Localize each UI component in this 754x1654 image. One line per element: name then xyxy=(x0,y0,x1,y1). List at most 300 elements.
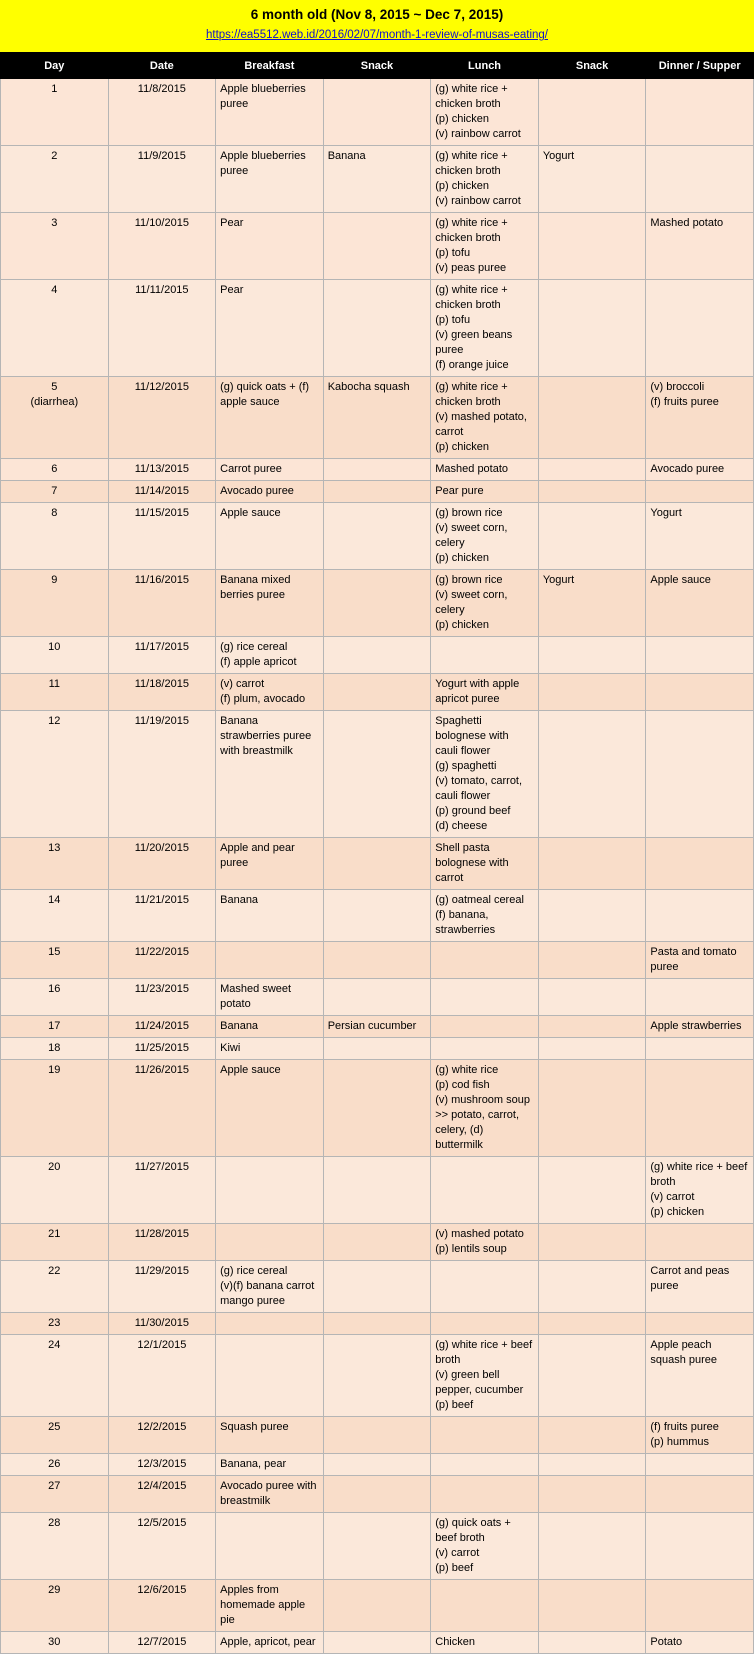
cell-day xyxy=(1,570,109,637)
meal-schedule-table xyxy=(0,53,754,1654)
cell-line: Apple strawberries xyxy=(650,1020,742,1032)
cell-line: (v) rainbow carrot xyxy=(435,195,521,207)
cell-breakfast xyxy=(216,1580,324,1632)
cell-date xyxy=(108,838,216,890)
cell-snack-morning xyxy=(323,1580,431,1632)
table-header-row xyxy=(1,54,754,79)
cell-day xyxy=(1,1038,109,1060)
cell-line: Kiwi xyxy=(220,1042,241,1054)
cell-snack-afternoon xyxy=(538,1454,646,1476)
cell-line: 12/6/2015 xyxy=(137,1584,187,1596)
cell-snack-morning xyxy=(323,146,431,213)
cell-line: (g) white rice + beef broth xyxy=(435,1339,533,1366)
cell-snack-morning xyxy=(323,1454,431,1476)
cell-line: 14 xyxy=(48,894,61,906)
cell-line: (f) orange juice xyxy=(435,359,509,371)
cell-breakfast xyxy=(216,1513,324,1580)
cell-line: Mashed potato xyxy=(650,217,724,229)
cell-dinner xyxy=(646,711,754,838)
cell-line: Pear xyxy=(220,217,244,229)
cell-breakfast xyxy=(216,979,324,1016)
cell-day xyxy=(1,1632,109,1654)
cell-lunch xyxy=(431,1417,539,1454)
cell-snack-afternoon xyxy=(538,377,646,459)
cell-dinner xyxy=(646,1224,754,1261)
cell-snack-morning xyxy=(323,503,431,570)
cell-line: Carrot and peas puree xyxy=(650,1265,730,1292)
cell-breakfast xyxy=(216,637,324,674)
table-row xyxy=(1,1157,754,1224)
cell-date xyxy=(108,459,216,481)
cell-date xyxy=(108,1016,216,1038)
cell-line: 8 xyxy=(51,507,58,519)
cell-line: 11/12/2015 xyxy=(134,381,189,393)
cell-day xyxy=(1,674,109,711)
cell-line: (p) tofu xyxy=(435,247,471,259)
cell-lunch xyxy=(431,637,539,674)
cell-dinner xyxy=(646,481,754,503)
cell-line: (g) white rice + beef broth xyxy=(650,1161,748,1188)
cell-line: (p) ground beef xyxy=(435,805,511,817)
cell-line: Pear pure xyxy=(435,485,484,497)
cell-line: Apple sauce xyxy=(220,1064,281,1076)
cell-line: Yogurt xyxy=(542,574,575,586)
cell-line: (g) white rice + chicken broth xyxy=(435,83,508,110)
cell-breakfast xyxy=(216,570,324,637)
table-row xyxy=(1,1632,754,1654)
cell-dinner xyxy=(646,1016,754,1038)
table-row xyxy=(1,280,754,377)
cell-breakfast xyxy=(216,1060,324,1157)
cell-line: (p) chicken xyxy=(650,1206,705,1218)
cell-breakfast xyxy=(216,1417,324,1454)
cell-date xyxy=(108,280,216,377)
cell-lunch xyxy=(431,1580,539,1632)
table-row xyxy=(1,1476,754,1513)
cell-line: 24 xyxy=(48,1339,61,1351)
cell-line: (d) cheese xyxy=(435,820,488,832)
cell-line: (v) tomato, carrot, cauli flower xyxy=(435,775,523,802)
cell-snack-afternoon xyxy=(538,1060,646,1157)
cell-line: 2 xyxy=(51,150,58,162)
cell-day xyxy=(1,503,109,570)
cell-day xyxy=(1,1261,109,1313)
cell-line: 11/10/2015 xyxy=(134,217,189,229)
cell-line: (g) rice cereal xyxy=(220,1265,288,1277)
cell-line: 18 xyxy=(48,1042,61,1054)
cell-dinner xyxy=(646,280,754,377)
cell-snack-afternoon xyxy=(538,1513,646,1580)
cell-line: 17 xyxy=(48,1020,61,1032)
cell-dinner xyxy=(646,1038,754,1060)
cell-line: (v) sweet corn, celery xyxy=(435,589,508,616)
cell-snack-afternoon xyxy=(538,280,646,377)
cell-line: (p) hummus xyxy=(650,1436,710,1448)
page-title: 6 month old (Nov 8, 2015 ~ Dec 7, 2015) xyxy=(250,7,504,22)
cell-line: 21 xyxy=(48,1228,61,1240)
cell-breakfast xyxy=(216,1157,324,1224)
cell-line: 11/30/2015 xyxy=(134,1317,189,1329)
cell-snack-afternoon xyxy=(538,1224,646,1261)
cell-snack-morning xyxy=(323,674,431,711)
cell-line: (f) apple apricot xyxy=(220,656,297,668)
page-banner xyxy=(0,0,754,53)
table-row xyxy=(1,979,754,1016)
cell-snack-afternoon xyxy=(538,942,646,979)
cell-line: Kabocha squash xyxy=(327,381,410,393)
cell-line: 12/1/2015 xyxy=(137,1339,187,1351)
cell-line: (p) chicken xyxy=(435,552,490,564)
cell-line: Squash puree xyxy=(220,1421,289,1433)
cell-day xyxy=(1,146,109,213)
cell-breakfast xyxy=(216,942,324,979)
cell-line: (g) quick oats + beef broth xyxy=(435,1517,511,1544)
cell-lunch xyxy=(431,213,539,280)
cell-snack-afternoon xyxy=(538,481,646,503)
cell-line: (g) rice cereal xyxy=(220,641,288,653)
cell-line: 11/23/2015 xyxy=(134,983,189,995)
cell-line: (v) mashed potato xyxy=(435,1228,524,1240)
cell-line: 11/28/2015 xyxy=(134,1228,189,1240)
cell-line: Persian cucumber xyxy=(327,1020,417,1032)
cell-lunch xyxy=(431,1313,539,1335)
cell-dinner xyxy=(646,637,754,674)
cell-day xyxy=(1,1454,109,1476)
cell-dinner xyxy=(646,1261,754,1313)
cell-line: (g) white rice xyxy=(435,1064,499,1076)
cell-date xyxy=(108,1417,216,1454)
cell-snack-afternoon xyxy=(538,1476,646,1513)
cell-line: (p) chicken xyxy=(435,180,490,192)
cell-snack-morning xyxy=(323,570,431,637)
table-row xyxy=(1,503,754,570)
cell-line: Shell pasta bolognese with carrot xyxy=(435,842,509,884)
cell-dinner xyxy=(646,146,754,213)
cell-snack-morning xyxy=(323,213,431,280)
cell-line: Spaghetti bolognese with cauli flower xyxy=(435,715,509,757)
cell-line: 19 xyxy=(48,1064,61,1076)
cell-line: 6 xyxy=(51,463,58,475)
cell-day xyxy=(1,838,109,890)
cell-line: 11/25/2015 xyxy=(134,1042,189,1054)
cell-dinner xyxy=(646,1060,754,1157)
cell-line: Apples from homemade apple pie xyxy=(220,1584,306,1626)
table-row xyxy=(1,1038,754,1060)
cell-line: 12/2/2015 xyxy=(137,1421,187,1433)
cell-dinner xyxy=(646,1417,754,1454)
cell-line: 11 xyxy=(48,678,60,690)
cell-line: (v) carrot xyxy=(650,1191,695,1203)
cell-lunch xyxy=(431,838,539,890)
cell-dinner xyxy=(646,1157,754,1224)
cell-breakfast xyxy=(216,674,324,711)
cell-lunch xyxy=(431,1261,539,1313)
cell-snack-morning xyxy=(323,942,431,979)
cell-line: 11/29/2015 xyxy=(134,1265,189,1277)
cell-dinner xyxy=(646,1335,754,1417)
table-row xyxy=(1,1224,754,1261)
column-header-snack-morning: Snack xyxy=(323,54,431,79)
cell-line: (f) fruits puree xyxy=(650,1421,719,1433)
table-row xyxy=(1,1335,754,1417)
cell-date xyxy=(108,1313,216,1335)
cell-date xyxy=(108,711,216,838)
cell-lunch xyxy=(431,1060,539,1157)
cell-date xyxy=(108,1632,216,1654)
cell-line: 1 xyxy=(51,83,58,95)
cell-line: 7 xyxy=(51,485,58,497)
cell-snack-morning xyxy=(323,1060,431,1157)
cell-line: 11/21/2015 xyxy=(134,894,189,906)
cell-line: (v) rainbow carrot xyxy=(435,128,521,140)
table-row xyxy=(1,838,754,890)
cell-line: Banana xyxy=(327,150,366,162)
cell-date xyxy=(108,1454,216,1476)
cell-line: (p) beef xyxy=(435,1562,474,1574)
cell-date xyxy=(108,146,216,213)
cell-day xyxy=(1,1060,109,1157)
cell-snack-afternoon xyxy=(538,674,646,711)
cell-lunch xyxy=(431,1224,539,1261)
cell-line: Yogurt xyxy=(650,507,682,519)
cell-lunch xyxy=(431,79,539,146)
cell-line: 25 xyxy=(48,1421,61,1433)
table-row xyxy=(1,1454,754,1476)
cell-breakfast xyxy=(216,459,324,481)
cell-breakfast xyxy=(216,79,324,146)
cell-lunch xyxy=(431,674,539,711)
cell-line: Apple peach squash puree xyxy=(650,1339,718,1366)
cell-breakfast xyxy=(216,146,324,213)
cell-line: 11/8/2015 xyxy=(137,83,186,95)
cell-breakfast xyxy=(216,890,324,942)
column-header-day: Day xyxy=(1,54,109,79)
cell-line: Yogurt with apple apricot puree xyxy=(435,678,520,705)
cell-line: 11/14/2015 xyxy=(134,485,189,497)
cell-line: 13 xyxy=(48,842,61,854)
cell-line: (g) brown rice xyxy=(435,574,503,586)
cell-line: Banana strawberries puree with breastmilk xyxy=(220,715,312,757)
cell-day xyxy=(1,280,109,377)
cell-lunch xyxy=(431,1016,539,1038)
cell-snack-afternoon xyxy=(538,1580,646,1632)
cell-snack-morning xyxy=(323,1632,431,1654)
cell-snack-afternoon xyxy=(538,79,646,146)
cell-line: (g) white rice + chicken broth xyxy=(435,381,508,408)
cell-date xyxy=(108,942,216,979)
column-header-date: Date xyxy=(108,54,216,79)
cell-snack-morning xyxy=(323,1335,431,1417)
cell-line: (v) mashed potato, carrot xyxy=(435,411,527,438)
cell-lunch xyxy=(431,711,539,838)
cell-snack-afternoon xyxy=(538,146,646,213)
cell-lunch xyxy=(431,1038,539,1060)
cell-line: (p) chicken xyxy=(435,619,490,631)
cell-breakfast xyxy=(216,1261,324,1313)
cell-line: (f) plum, avocado xyxy=(220,693,306,705)
cell-date xyxy=(108,481,216,503)
cell-line: Mashed sweet potato xyxy=(220,983,292,1010)
cell-line: (p) tofu xyxy=(435,314,471,326)
table-row xyxy=(1,570,754,637)
cell-line: (diarrhea) xyxy=(30,396,79,408)
cell-snack-morning xyxy=(323,481,431,503)
cell-breakfast xyxy=(216,1016,324,1038)
cell-snack-afternoon xyxy=(538,979,646,1016)
cell-day xyxy=(1,637,109,674)
cell-dinner xyxy=(646,1580,754,1632)
cell-line: Avocado puree with breastmilk xyxy=(220,1480,317,1507)
cell-line: 23 xyxy=(48,1317,61,1329)
cell-snack-afternoon xyxy=(538,1417,646,1454)
cell-date xyxy=(108,79,216,146)
cell-dinner xyxy=(646,377,754,459)
cell-line: (p) lentils soup xyxy=(435,1243,507,1255)
cell-line: 12/7/2015 xyxy=(137,1636,187,1648)
cell-line: (v) peas puree xyxy=(435,262,507,274)
cell-line: (f) fruits puree xyxy=(650,396,719,408)
cell-lunch xyxy=(431,1632,539,1654)
cell-line: 12 xyxy=(48,715,61,727)
cell-date xyxy=(108,1580,216,1632)
cell-snack-morning xyxy=(323,1476,431,1513)
cell-line: Yogurt xyxy=(542,150,575,162)
cell-date xyxy=(108,1261,216,1313)
cell-snack-afternoon xyxy=(538,838,646,890)
cell-day xyxy=(1,1513,109,1580)
cell-snack-afternoon xyxy=(538,1016,646,1038)
cell-date xyxy=(108,1224,216,1261)
cell-line: 11/11/2015 xyxy=(135,284,189,296)
cell-line: 28 xyxy=(48,1517,61,1529)
cell-line: Carrot puree xyxy=(220,463,282,475)
cell-day xyxy=(1,942,109,979)
cell-line: Pear xyxy=(220,284,244,296)
table-row xyxy=(1,637,754,674)
cell-line: 30 xyxy=(48,1636,61,1648)
cell-lunch xyxy=(431,459,539,481)
cell-line: (g) brown rice xyxy=(435,507,503,519)
cell-line: (v) broccoli xyxy=(650,381,705,393)
cell-date xyxy=(108,1060,216,1157)
cell-line: Apple sauce xyxy=(220,507,281,519)
cell-line: Banana, pear xyxy=(220,1458,287,1470)
cell-line: (g) quick oats + (f) apple sauce xyxy=(220,381,310,408)
cell-breakfast xyxy=(216,377,324,459)
cell-line: 11/22/2015 xyxy=(134,946,189,958)
cell-line: 12/3/2015 xyxy=(137,1458,187,1470)
cell-line: 11/27/2015 xyxy=(134,1161,189,1173)
source-link[interactable]: https://ea5512.web.id/2016/02/07/month-1-review-of-musas-eating/ xyxy=(205,29,548,41)
cell-breakfast xyxy=(216,481,324,503)
table-row xyxy=(1,459,754,481)
cell-line: 3 xyxy=(51,217,58,229)
cell-line: (p) beef xyxy=(435,1399,474,1411)
cell-dinner xyxy=(646,1454,754,1476)
cell-line: 16 xyxy=(48,983,61,995)
cell-dinner xyxy=(646,890,754,942)
cell-snack-afternoon xyxy=(538,459,646,481)
cell-line: Avocado puree xyxy=(220,485,294,497)
table-row xyxy=(1,942,754,979)
cell-line: 4 xyxy=(51,284,58,296)
cell-date xyxy=(108,213,216,280)
cell-lunch xyxy=(431,280,539,377)
cell-breakfast xyxy=(216,1313,324,1335)
cell-lunch xyxy=(431,890,539,942)
table-row xyxy=(1,1313,754,1335)
table-row xyxy=(1,1060,754,1157)
cell-snack-afternoon xyxy=(538,1632,646,1654)
cell-day xyxy=(1,979,109,1016)
cell-breakfast xyxy=(216,503,324,570)
cell-snack-morning xyxy=(323,1224,431,1261)
cell-snack-morning xyxy=(323,890,431,942)
cell-line: Banana xyxy=(220,1020,259,1032)
cell-line: (v) sweet corn, celery xyxy=(435,522,508,549)
table-row xyxy=(1,377,754,459)
cell-line: (p) chicken xyxy=(435,441,490,453)
cell-line: Apple, apricot, pear xyxy=(220,1636,316,1648)
table-row xyxy=(1,1261,754,1313)
cell-line: 9 xyxy=(51,574,58,586)
cell-line: 11/16/2015 xyxy=(134,574,189,586)
cell-line: 11/18/2015 xyxy=(134,678,189,690)
cell-line: Apple blueberries puree xyxy=(220,150,306,177)
cell-lunch xyxy=(431,503,539,570)
cell-day xyxy=(1,1335,109,1417)
cell-snack-morning xyxy=(323,838,431,890)
cell-dinner xyxy=(646,1476,754,1513)
cell-snack-morning xyxy=(323,1313,431,1335)
table-row xyxy=(1,481,754,503)
cell-line: 11/17/2015 xyxy=(134,641,189,653)
cell-date xyxy=(108,1038,216,1060)
cell-snack-afternoon xyxy=(538,1261,646,1313)
cell-day xyxy=(1,213,109,280)
cell-date xyxy=(108,570,216,637)
cell-breakfast xyxy=(216,1335,324,1417)
cell-line: Pasta and tomato puree xyxy=(650,946,737,973)
cell-line: 12/5/2015 xyxy=(137,1517,187,1529)
cell-breakfast xyxy=(216,1038,324,1060)
cell-line: (v) carrot xyxy=(435,1547,480,1559)
cell-line: 20 xyxy=(48,1161,61,1173)
cell-date xyxy=(108,890,216,942)
cell-date xyxy=(108,1513,216,1580)
cell-line: 11/24/2015 xyxy=(134,1020,189,1032)
cell-day xyxy=(1,1417,109,1454)
cell-line: (v) mushroom soup >> potato, carrot, celery, (d) buttermilk xyxy=(435,1094,531,1151)
cell-dinner xyxy=(646,942,754,979)
cell-lunch xyxy=(431,570,539,637)
cell-line: Chicken xyxy=(435,1636,475,1648)
cell-line: (g) spaghetti xyxy=(435,760,497,772)
cell-line: (v) green beans puree xyxy=(435,329,513,356)
cell-snack-morning xyxy=(323,1417,431,1454)
column-header-snack-afternoon: Snack xyxy=(538,54,646,79)
cell-line: 26 xyxy=(48,1458,61,1470)
cell-line: Banana xyxy=(220,894,259,906)
cell-lunch xyxy=(431,942,539,979)
cell-dinner xyxy=(646,674,754,711)
cell-line: 11/13/2015 xyxy=(134,463,189,475)
cell-lunch xyxy=(431,481,539,503)
cell-lunch xyxy=(431,1513,539,1580)
table-row xyxy=(1,1513,754,1580)
cell-line: 27 xyxy=(48,1480,61,1492)
cell-snack-afternoon xyxy=(538,637,646,674)
